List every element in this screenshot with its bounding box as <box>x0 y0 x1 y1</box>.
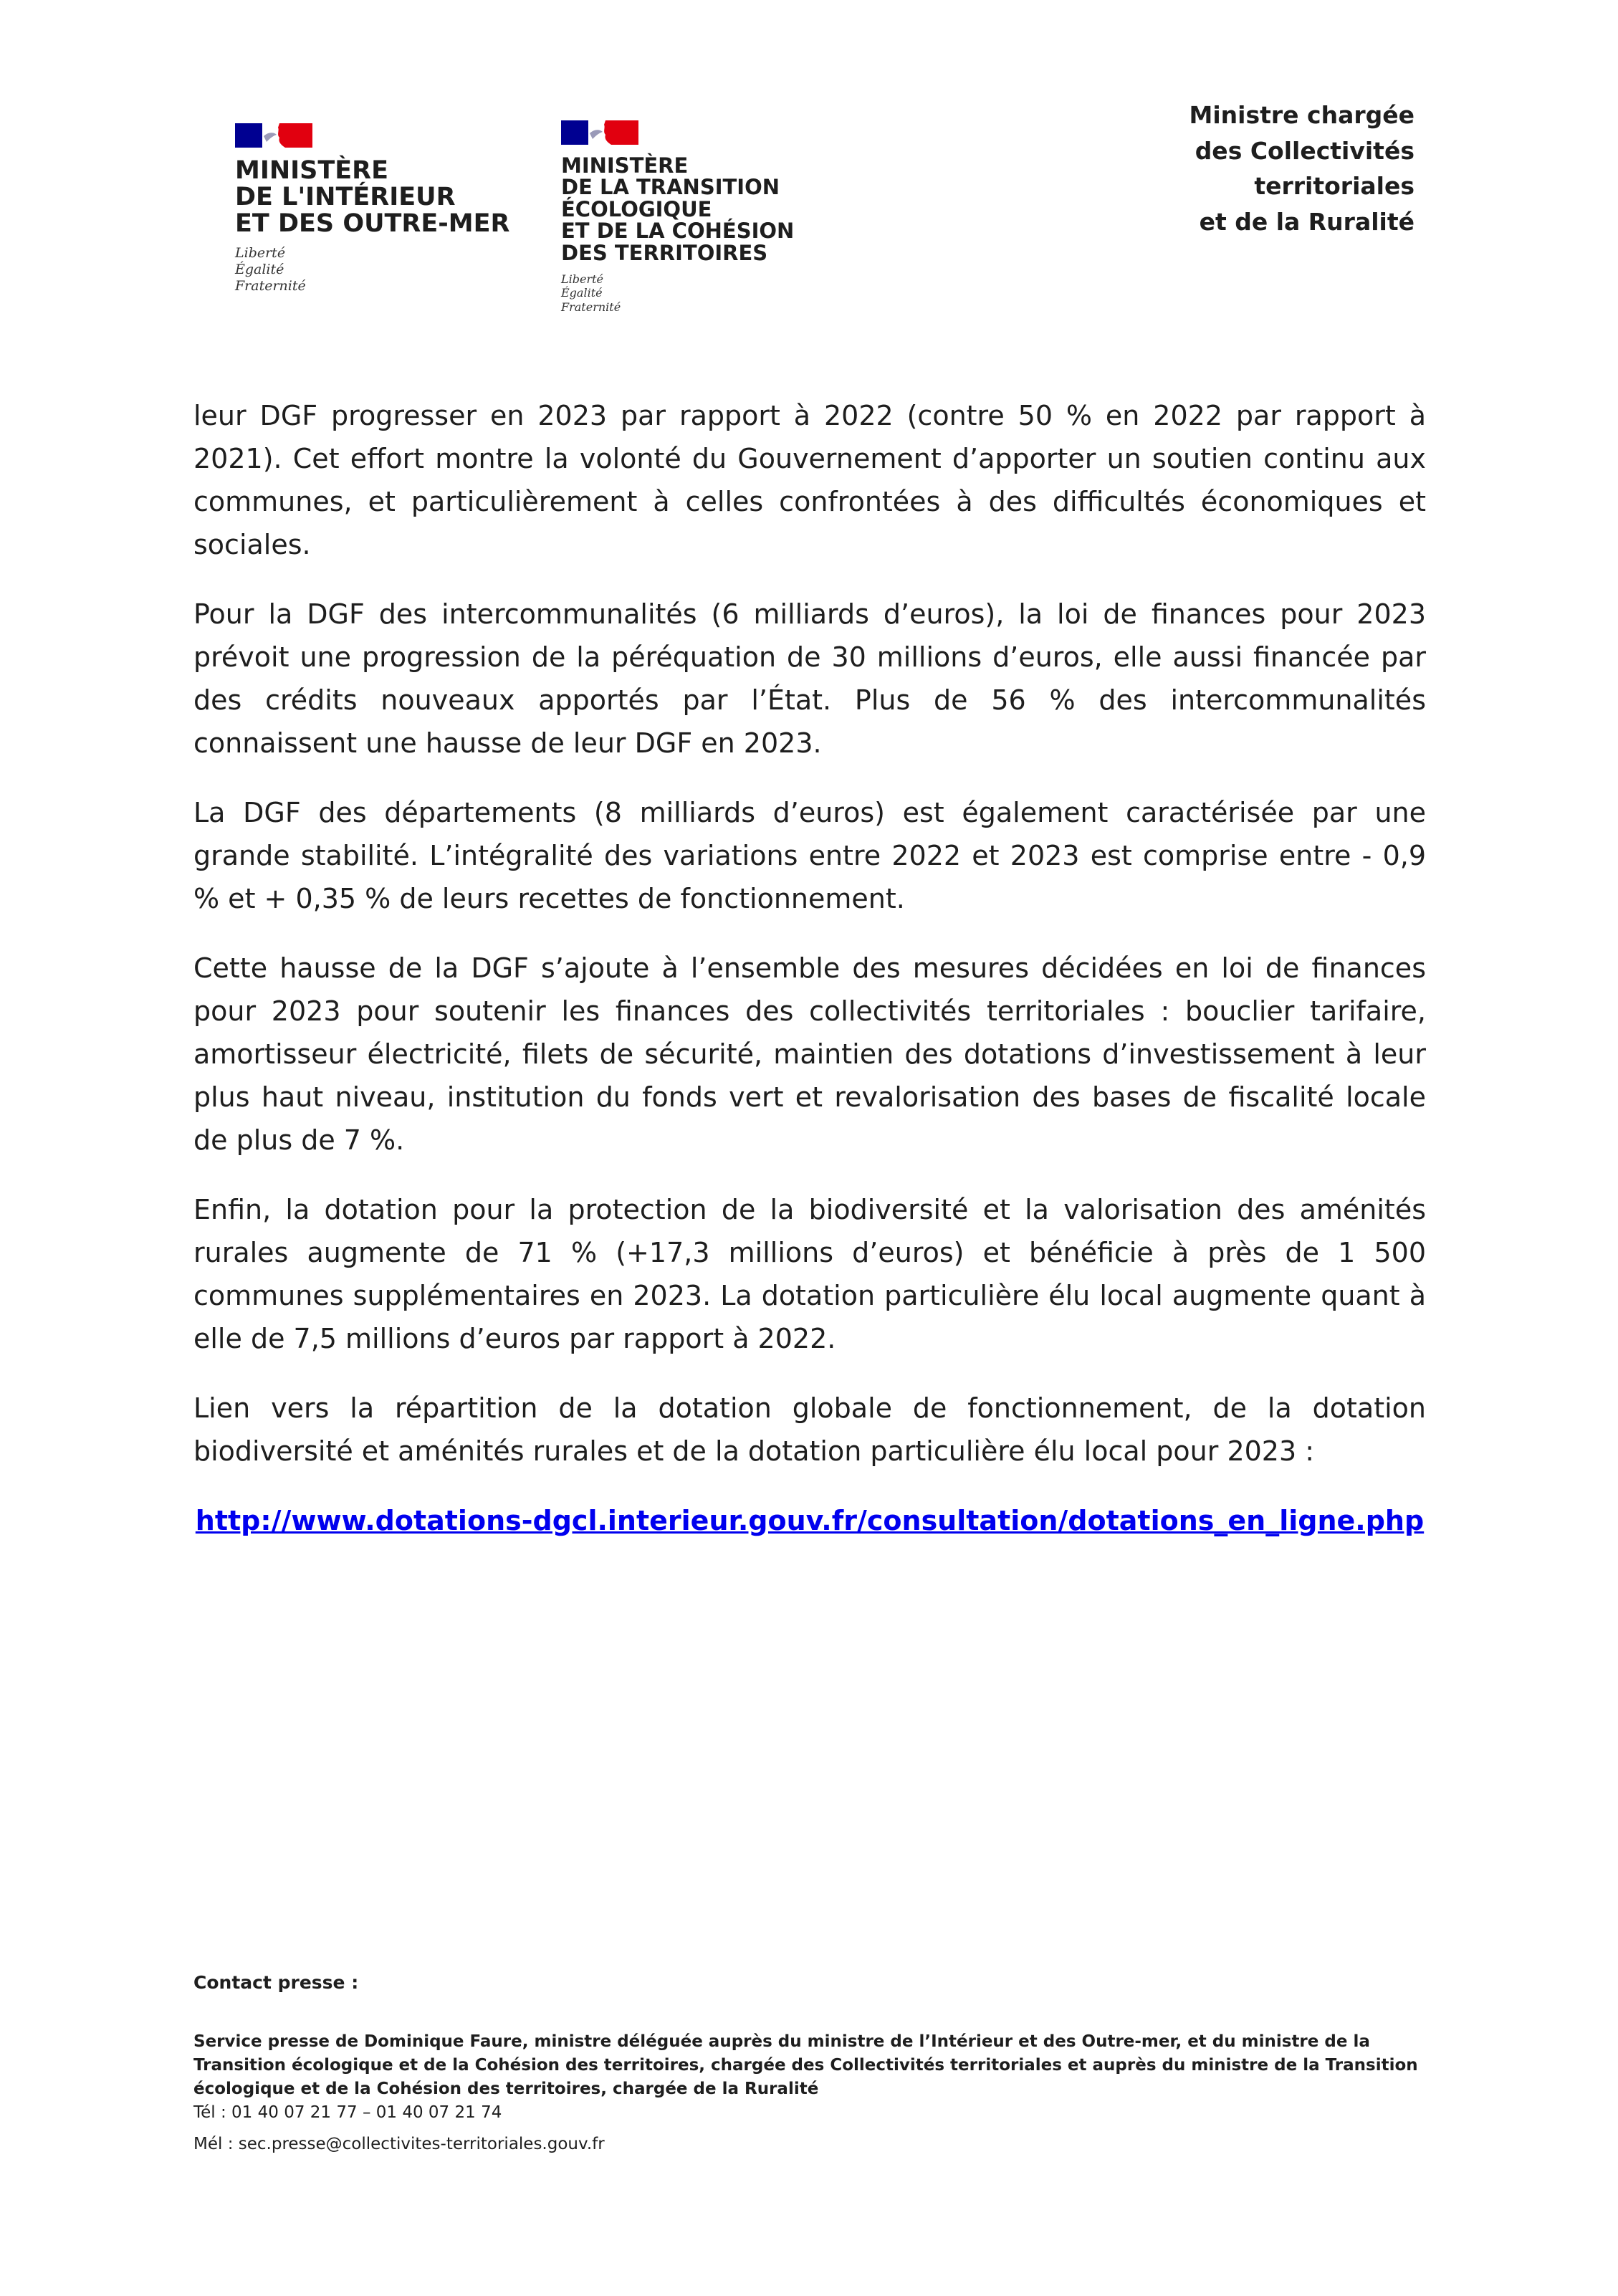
body-paragraph: Cette hausse de la DGF s’ajoute à l’ensemble des mesures décidées en loi de finances pour 2023 pour soutenir les finances des collectivités territoriales : bouclier tarifaire, amortisseur électricité, filets de sécurité, maintien des dotations d’investissement à leur plus haut niveau, institution du fonds vert et revalorisation des bases de fiscalité locale de plus de 7 %. <box>193 952 1426 1156</box>
republic-motto <box>561 272 794 314</box>
ministry-name-line: ÉCOLOGIQUE <box>561 196 712 221</box>
body-paragraph: La DGF des départements (8 milliards d’euros) est également caractérisée par une grande stabilité. L’intégralité des variations entre 2022 et 2023 est comprise entre - 0,9 % et + 0,35 % de leurs recettes de fonctionnement. <box>193 797 1426 914</box>
ministry-name-line: DE LA TRANSITION <box>561 175 780 200</box>
ministry-name <box>235 158 509 236</box>
body-paragraph: Lien vers la répartition de la dotation globale de fonctionnement, de la dotation biodiversité et aménités rurales et de la dotation particulière élu local pour 2023 : <box>193 1392 1426 1467</box>
motto-line: Égalité <box>235 262 284 278</box>
body-paragraph: leur DGF progresser en 2023 par rapport à 2022 (contre 50 % en 2022 par rapport à 2021). Cet effort montre la volonté du Gouvernement d’apporter un soutien continu aux communes, et particulièrement à celles confrontées à des difficultés économiques et sociales. <box>193 400 1426 560</box>
body-paragraph: Pour la DGF des intercommunalités (6 milliards d’euros), la loi de finances pour 2023 prévoit une progression de la péréquation de 30 millions d’euros, elle aussi financée par des crédits nouveaux apportés par l’État. Plus de 56 % des intercommunalités connaissent une hausse de leur DGF en 2023. <box>193 598 1426 759</box>
motto-line: Fraternité <box>561 300 621 314</box>
marianne-flag-icon <box>235 120 312 150</box>
ministry-name-line: DE L'INTÉRIEUR <box>235 182 456 211</box>
ministry-name-line: ET DES OUTRE-MER <box>235 209 510 238</box>
link-container <box>193 1499 1426 1542</box>
motto-line: Liberté <box>561 272 603 287</box>
contact-email: Mél : sec.presse@collectivites-territoriales.gouv.fr <box>193 2135 605 2153</box>
minister-title <box>1189 97 1415 239</box>
marianne-flag-icon <box>561 118 638 148</box>
ministry-name-line: DES TERRITOIRES <box>561 240 768 265</box>
minister-title-line: Ministre chargée <box>1189 101 1414 129</box>
ministry-name-line: ET DE LA COHÉSION <box>561 219 795 244</box>
minister-title-line: territoriales <box>1254 172 1414 200</box>
motto-line: Liberté <box>235 245 286 262</box>
minister-title-line: des Collectivités <box>1195 136 1414 165</box>
minister-title-line: et de la Ruralité <box>1199 207 1414 236</box>
ministry-name <box>561 155 794 264</box>
press-contact <box>193 1972 1440 2156</box>
ministry-name-line: MINISTÈRE <box>561 153 689 178</box>
contact-phone: Tél : 01 40 07 21 77 – 01 40 07 21 74 <box>193 2103 502 2122</box>
ministry-name-line: MINISTÈRE <box>235 156 389 185</box>
body-paragraph: Enfin, la dotation pour la protection de la biodiversité et la valorisation des aménités rurales augmente de 71 % (+17,3 millions d’euros) et bénéficie à près de 1 500 communes supplémentaires en 2023. La dotation particulière élu local augmente quant à elle de 7,5 millions d’euros par rapport à 2022. <box>193 1194 1426 1354</box>
contact-title: Contact presse : <box>193 1972 359 1993</box>
motto-line: Égalité <box>561 286 603 300</box>
contact-service: Service presse de Dominique Faure, ministre déléguée auprès du ministre de l’Intérieur et des Outre-mer, et du ministre de la Transition écologique et de la Cohésion des territoires, chargée des Collectivités territoriales et auprès du ministre de la Transition écologique et de la Cohésion des territoires, chargée de la Ruralité <box>193 2032 1418 2098</box>
document-body <box>193 394 1426 1542</box>
logo-ministry-transition <box>561 118 794 314</box>
dotations-link[interactable]: http://www.dotations-dgcl.interieur.gouv.fr/consultation/dotations_en_ligne.php <box>195 1505 1425 1536</box>
republic-motto <box>235 245 509 294</box>
logo-ministry-interior <box>235 120 509 295</box>
motto-line: Fraternité <box>235 277 306 294</box>
